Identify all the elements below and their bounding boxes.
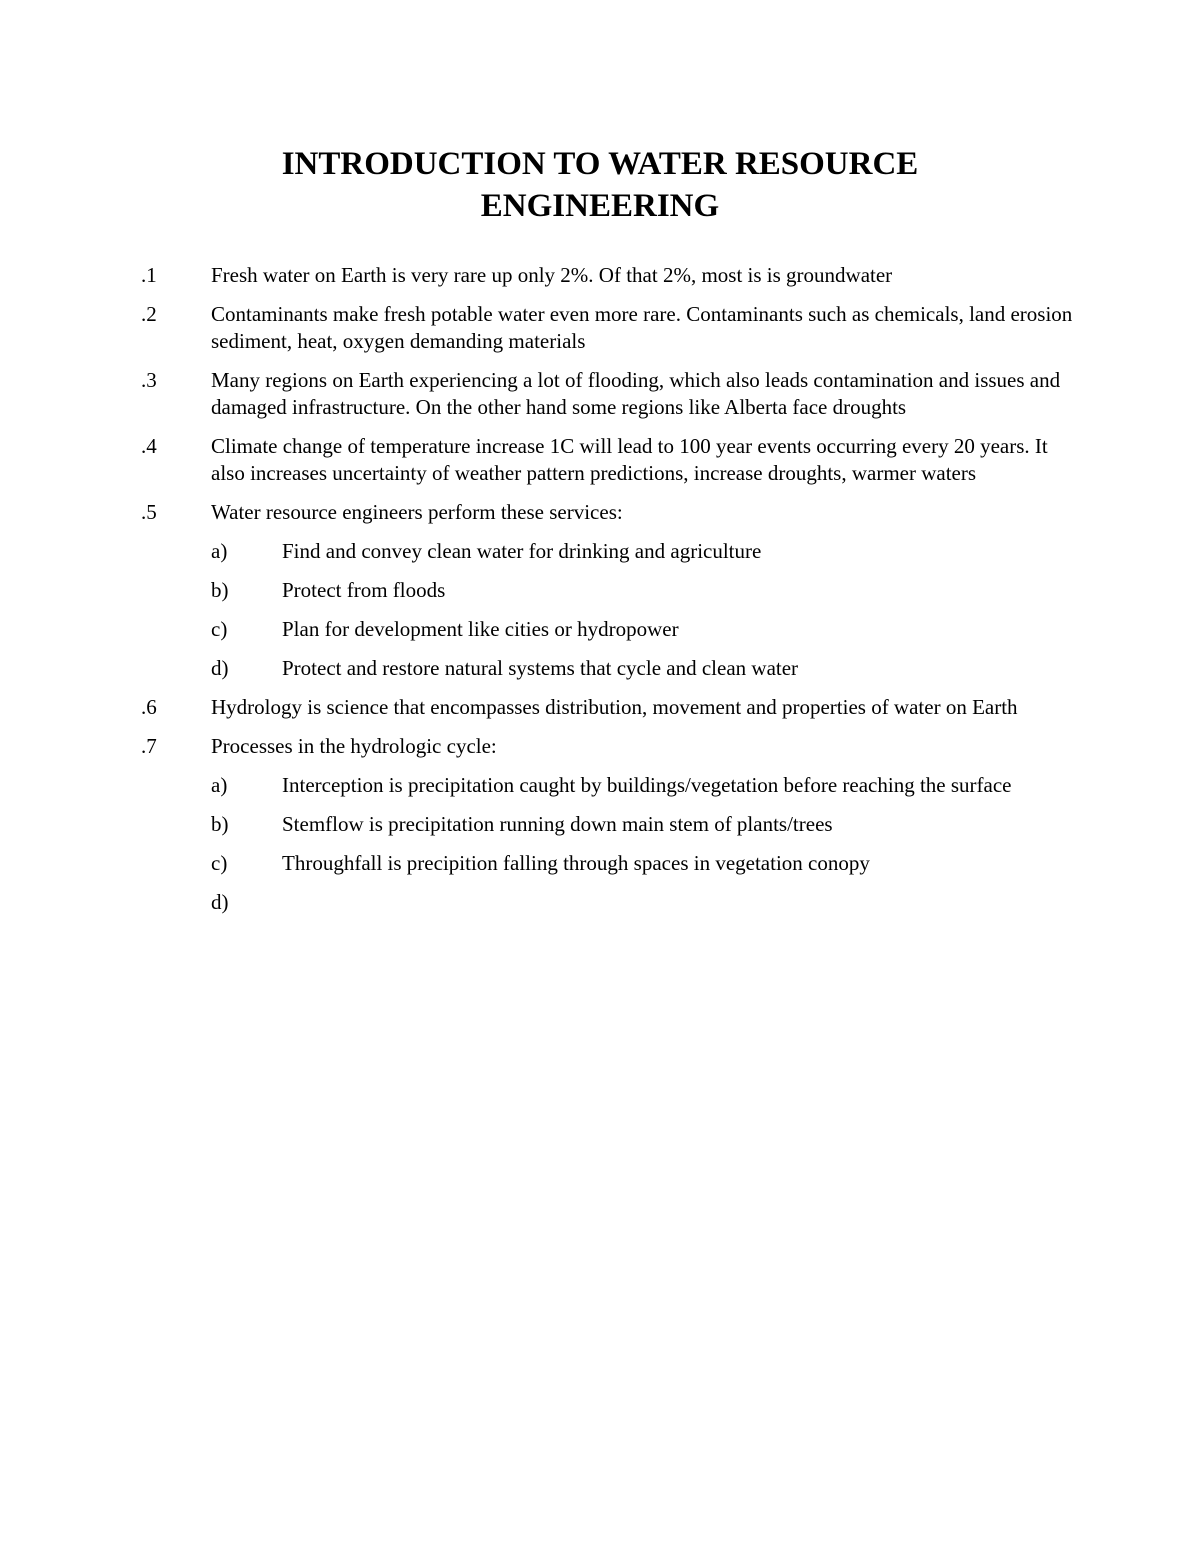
- sub-item-letter: d): [211, 890, 229, 914]
- title-line-1: INTRODUCTION TO WATER RESOURCE: [281, 146, 919, 182]
- sub-item: [141, 811, 1081, 838]
- sub-list: [141, 538, 1081, 682]
- item-text: Many regions on Earth experiencing a lot of flooding, which also leads contamination and issues and damaged infrastructure. On the other hand some regions like Alberta face droughts: [211, 368, 1061, 419]
- item-number: .4: [141, 434, 157, 458]
- sub-item: [141, 616, 1081, 643]
- list-item: [141, 433, 1081, 487]
- sub-item: [141, 772, 1081, 799]
- list-item: [141, 301, 1081, 355]
- item-number: .2: [141, 302, 157, 326]
- list-item: [141, 499, 1081, 682]
- title-line-2: ENGINEERING: [480, 188, 720, 224]
- sub-item-letter: b): [211, 812, 229, 836]
- item-text: Climate change of temperature increase 1C will lead to 100 year events occurring every 20 years. It also increases uncertainty of weather pattern predictions, increase droughts, warmer waters: [211, 434, 1048, 485]
- list-item: [141, 694, 1081, 721]
- sub-item-letter: a): [211, 539, 228, 563]
- sub-item-text: Find and convey clean water for drinking and agriculture: [282, 539, 762, 563]
- sub-item: [141, 889, 1081, 916]
- sub-item-letter: c): [211, 851, 228, 875]
- notes-list: [141, 262, 1081, 928]
- item-text: Processes in the hydrologic cycle:: [211, 734, 497, 758]
- item-text: Water resource engineers perform these services:: [211, 500, 623, 524]
- sub-item: [141, 577, 1081, 604]
- item-number: .7: [141, 734, 157, 758]
- list-item: [141, 733, 1081, 916]
- sub-item-text: Interception is precipitation caught by buildings/vegetation before reaching the surface: [282, 773, 1012, 797]
- sub-list: [141, 772, 1081, 916]
- page-title: [0, 143, 1200, 227]
- item-number: .3: [141, 368, 157, 392]
- sub-item-letter: d): [211, 656, 229, 680]
- sub-item-text: Protect and restore natural systems that cycle and clean water: [282, 656, 799, 680]
- sub-item-text: Stemflow is precipitation running down main stem of plants/trees: [282, 812, 833, 836]
- item-number: .6: [141, 695, 157, 719]
- sub-item-text: Throughfall is precipition falling through spaces in vegetation conopy: [282, 851, 870, 875]
- item-text: Hydrology is science that encompasses distribution, movement and properties of water on Earth: [211, 695, 1018, 719]
- sub-item: [141, 655, 1081, 682]
- sub-item-text: Protect from floods: [282, 578, 446, 602]
- sub-item-text: [282, 889, 1081, 916]
- sub-item-letter: b): [211, 578, 229, 602]
- sub-item-letter: c): [211, 617, 228, 641]
- sub-item: [141, 538, 1081, 565]
- item-text: Fresh water on Earth is very rare up only 2%. Of that 2%, most is is groundwater: [211, 263, 893, 287]
- item-text: Contaminants make fresh potable water even more rare. Contaminants such as chemicals, land erosion sediment, heat, oxygen demanding materials: [211, 302, 1073, 353]
- list-item: [141, 262, 1081, 289]
- item-number: .5: [141, 500, 157, 524]
- item-number: .1: [141, 263, 157, 287]
- sub-item: [141, 850, 1081, 877]
- list-item: [141, 367, 1081, 421]
- sub-item-letter: a): [211, 773, 228, 797]
- sub-item-text: Plan for development like cities or hydropower: [282, 617, 679, 641]
